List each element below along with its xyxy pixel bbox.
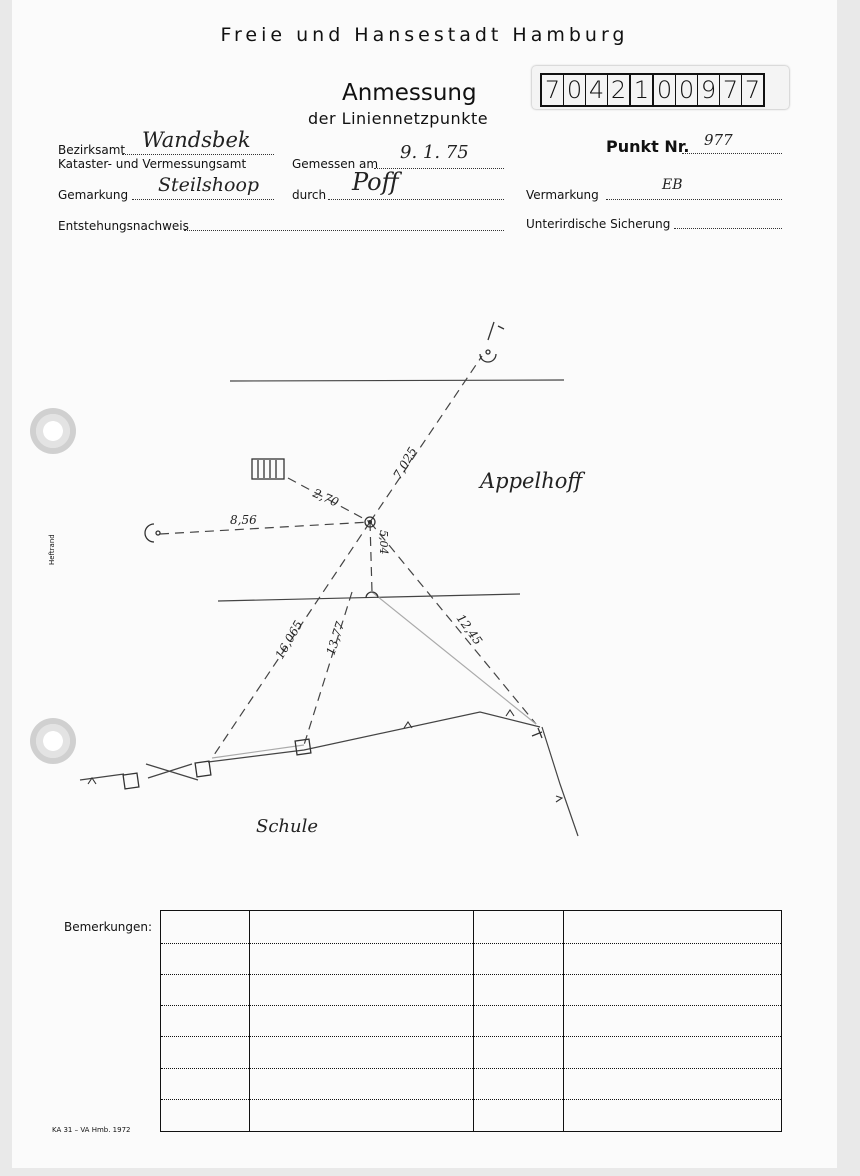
table-column-divider bbox=[563, 911, 564, 1131]
remarks-table bbox=[160, 910, 782, 1132]
curb-line bbox=[80, 774, 124, 780]
vermarkung-label: Vermarkung bbox=[526, 188, 599, 202]
authority-title: Freie und Hansestadt Hamburg bbox=[220, 24, 629, 46]
measurement-label: 5,04 bbox=[377, 530, 390, 555]
code-digit: 2 bbox=[608, 75, 631, 105]
measure-line-se bbox=[370, 522, 536, 724]
code-digit: 7 bbox=[744, 76, 761, 104]
code-digit: 4 bbox=[586, 75, 608, 105]
measurement-label: 2,70 bbox=[310, 485, 341, 510]
measure-line-ssw bbox=[304, 592, 352, 745]
code-digit: 7 bbox=[542, 75, 564, 105]
table-column-divider bbox=[473, 911, 474, 1131]
measure-line-west bbox=[160, 522, 370, 534]
corner-marker-icon bbox=[532, 728, 542, 738]
table-row-divider bbox=[161, 1099, 781, 1100]
code-digit: 1 bbox=[631, 75, 654, 105]
measurement-label: 13,77 bbox=[323, 619, 348, 657]
curb-line bbox=[542, 727, 578, 836]
measurement-label: 8,56 bbox=[230, 513, 257, 527]
heftrand-label: Heftrand bbox=[48, 534, 56, 565]
measurement-label: 12,45 bbox=[453, 611, 486, 648]
durch-label: durch bbox=[292, 188, 327, 202]
table-row-divider bbox=[161, 974, 781, 975]
reference-line-middle bbox=[218, 594, 520, 601]
durch-value: Poff bbox=[352, 168, 399, 196]
form-title: Anmessung bbox=[342, 80, 477, 106]
gemessen-label: Gemessen am bbox=[292, 157, 379, 171]
measurement-sketch bbox=[12, 0, 837, 900]
lamp-post-icon-west bbox=[145, 524, 160, 542]
kataster-label: Kataster- und Vermessungsamt bbox=[58, 157, 247, 171]
table-row-divider bbox=[161, 1005, 781, 1006]
survey-form-sheet bbox=[12, 0, 837, 1168]
curb-line bbox=[208, 712, 540, 762]
curb-stone-icon bbox=[123, 773, 139, 789]
code-digit: 0 bbox=[654, 75, 676, 105]
pencil-line bbox=[372, 592, 536, 724]
bezirksamt-label: Bezirksamt bbox=[58, 143, 126, 157]
punkt-nr-label: Punkt Nr. bbox=[606, 137, 690, 156]
form-subtitle: der Liniennetzpunkte bbox=[308, 109, 489, 128]
code-digit: 0 bbox=[564, 75, 586, 105]
remarks-label: Bemerkungen: bbox=[64, 920, 153, 934]
gemarkung-label: Gemarkung bbox=[58, 188, 129, 202]
curb-line bbox=[146, 764, 198, 780]
measurement-label: 16,065 bbox=[272, 618, 306, 662]
curb-stone-icon bbox=[195, 761, 211, 777]
code-digit: 9 bbox=[698, 75, 720, 105]
lamp-post-icon-north bbox=[480, 322, 504, 362]
sicherung-label: Unterirdische Sicherung bbox=[526, 217, 671, 231]
table-row-divider bbox=[161, 1068, 781, 1069]
table-row-divider bbox=[161, 943, 781, 944]
form-footer: KA 31 – VA Hmb. 1972 bbox=[52, 1126, 131, 1134]
table-row-divider bbox=[161, 1036, 781, 1037]
gemarkung-value: Steilshoop bbox=[158, 174, 260, 196]
building-icon bbox=[252, 459, 284, 479]
code-digit: 7 bbox=[720, 75, 742, 105]
street-label: Appelhoff bbox=[480, 469, 583, 493]
measurement-label: 7,025 bbox=[390, 444, 420, 482]
entstehung-label: Entstehungsnachweis bbox=[58, 219, 189, 233]
vermarkung-value: EB bbox=[662, 177, 683, 193]
gemessen-value: 9. 1. 75 bbox=[400, 142, 469, 163]
curb-stone-icon bbox=[295, 739, 311, 755]
code-digit: 0 bbox=[676, 75, 698, 105]
measure-line-south bbox=[370, 522, 372, 592]
school-label: Schule bbox=[256, 816, 319, 837]
table-column-divider bbox=[249, 911, 250, 1131]
punkt-nr-value: 977 bbox=[704, 131, 733, 149]
reference-line-top bbox=[230, 380, 564, 381]
bezirksamt-value: Wandsbek bbox=[142, 128, 251, 152]
